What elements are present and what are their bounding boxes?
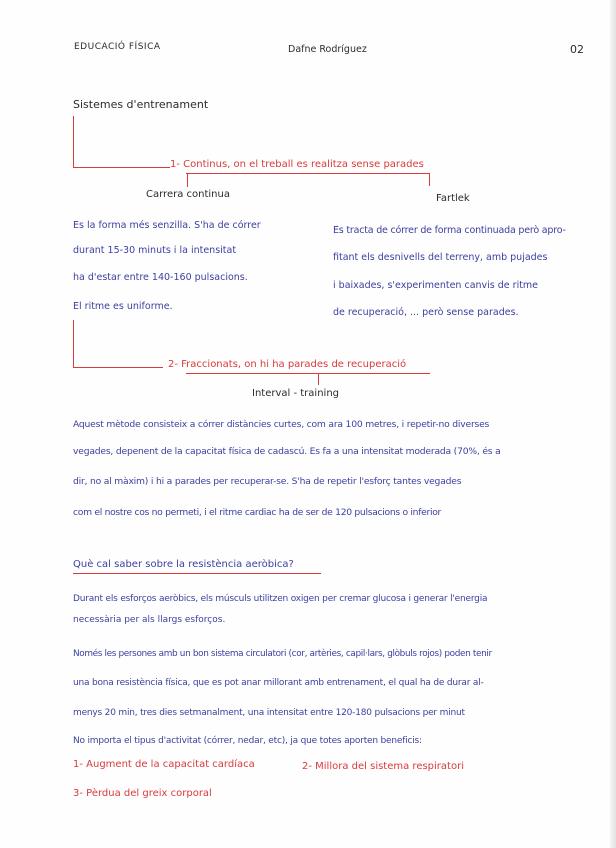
- fractionated-line-4: com el nostre cos no permeti, i el ritme cardiac ha de ser de 120 pulsacions o inferior: [73, 507, 442, 518]
- page-title: Sistemes d'entrenament: [73, 98, 209, 111]
- tree-line-vertical-1: [73, 116, 74, 168]
- continuous-left-label: Carrera continua: [146, 189, 230, 200]
- continuous-left-line-1: Es la forma més senzilla. S'ha de córrer: [73, 220, 261, 231]
- continuous-heading: 1- Continus, on el treball es realitza sense parades: [170, 159, 424, 170]
- continuous-right-label: Fartlek: [436, 193, 470, 204]
- header-subject: EDUCACIÓ FÍSICA: [74, 42, 161, 52]
- fractionated-heading-underline: [186, 373, 430, 374]
- fractionated-line-1: Aquest mètode consisteix a córrer distàncies curtes, com ara 100 metres, i repetir-no diverses: [73, 419, 490, 430]
- continuous-right-line-3: i baixades, s'experimenten canvis de ritme: [333, 280, 539, 291]
- fractionated-line-2: vegades, depenent de la capacitat física de cadascú. Es fa a una intensitat moderada (70%, és a: [73, 446, 501, 457]
- continuous-right-line-2: fitant els desnivells del terreny, amb pujades: [333, 252, 548, 263]
- continuous-branch-right: [429, 173, 430, 186]
- header-page-number: 02: [570, 43, 584, 56]
- aerobic-paragraph2-line-3: menys 20 min, tres dies setmanalment, una intensitat entre 120-180 pulsacions per minut: [73, 708, 465, 718]
- continuous-left-line-3: ha d'estar entre 140-160 pulsacions.: [73, 272, 248, 283]
- continuous-right-line-4: de recuperació, ... però sense parades.: [333, 307, 519, 318]
- fractionated-branch: [318, 373, 319, 385]
- page-edge-shadow: [610, 0, 616, 848]
- continuous-branch-left: [187, 173, 188, 187]
- benefit-item-1: 1- Augment de la capacitat cardíaca: [73, 759, 255, 770]
- aerobic-paragraph1-line-1: Durant els esforços aeròbics, els músculs utilitzen oxigen per cremar glucosa i generar l'energia: [73, 594, 488, 604]
- fractionated-heading: 2- Fraccionats, on hi ha parades de recuperació: [168, 359, 407, 370]
- header-author: Dafne Rodríguez: [288, 44, 367, 55]
- continuous-left-line-2: durant 15-30 minuts i la intensitat: [73, 245, 237, 256]
- continuous-heading-underline: [186, 173, 430, 174]
- fractionated-sub-label: Interval - training: [252, 388, 340, 399]
- tree-line-vertical-2: [73, 320, 74, 368]
- continuous-left-line-4: El ritme es uniforme.: [73, 301, 173, 312]
- benefit-item-3: 3- Pèrdua del greix corporal: [73, 788, 212, 799]
- benefit-item-2: 2- Millora del sistema respiratori: [302, 761, 464, 772]
- tree-line-horizontal-2: [73, 367, 163, 368]
- aerobic-paragraph2-line-2: una bona resistència física, que es pot anar millorant amb entrenament, el qual ha de durar al-: [73, 678, 484, 688]
- aerobic-paragraph2-line-1: Només les persones amb un bon sistema circulatori (cor, artèries, capil·lars, glòbuls rojos) poden tenir: [73, 649, 492, 659]
- aerobic-heading-underline: [73, 573, 321, 574]
- fractionated-line-3: dir, no al màxim) i hi a parades per recuperar-se. S'ha de repetir l'esforç tantes vegades: [73, 476, 462, 487]
- tree-line-horizontal-1: [73, 167, 170, 168]
- aerobic-paragraph2-line-4: No importa el tipus d'activitat (córrer, nedar, etc), ja que totes aporten beneficis:: [73, 736, 422, 746]
- continuous-right-line-1: Es tracta de córrer de forma continuada però apro-: [333, 225, 566, 236]
- aerobic-paragraph1-line-2: necessària per als llargs esforços.: [73, 615, 226, 625]
- aerobic-heading: Què cal saber sobre la resistència aeròbica?: [73, 559, 294, 570]
